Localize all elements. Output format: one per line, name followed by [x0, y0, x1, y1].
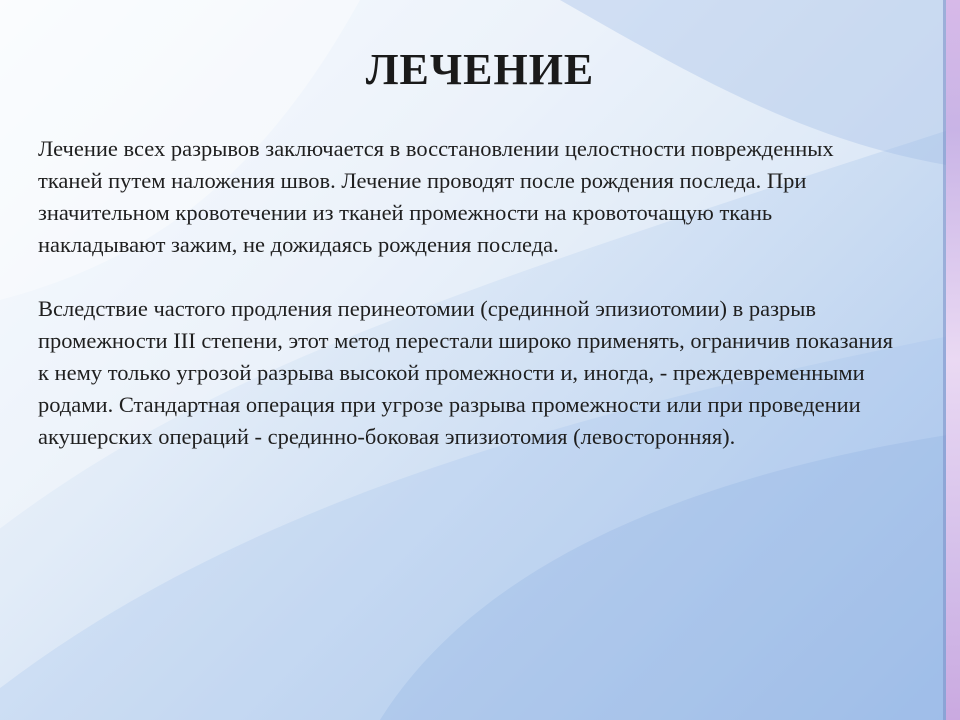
paragraph-treatment: Лечение всех разрывов заключается в восстановлении целостности поврежденных тканей путем наложения швов. Лечение проводят после рождения последа. При значительном кровотечении из тканей промежности на кровоточащую ткань накладывают зажим, не дожидаясь рождения последа. [38, 136, 834, 257]
slide-content [38, 133, 898, 485]
paragraph-episiotomy: Вследствие частого продления перинеотомии (срединной эпизиотомии) в разрыв промежности III степени, этот метод перестали широко применять, ограничив показания к нему только угрозой разрыва высокой промежности и, иногда, - преждевременными родами. Стандартная операция при угрозе разрыва промежности или при проведении акушерских операций - срединно-боковая эпизиотомия (левосторонняя). [38, 296, 893, 449]
accent-bar [946, 0, 960, 720]
slide-title: ЛЕЧЕНИЕ [365, 45, 595, 94]
